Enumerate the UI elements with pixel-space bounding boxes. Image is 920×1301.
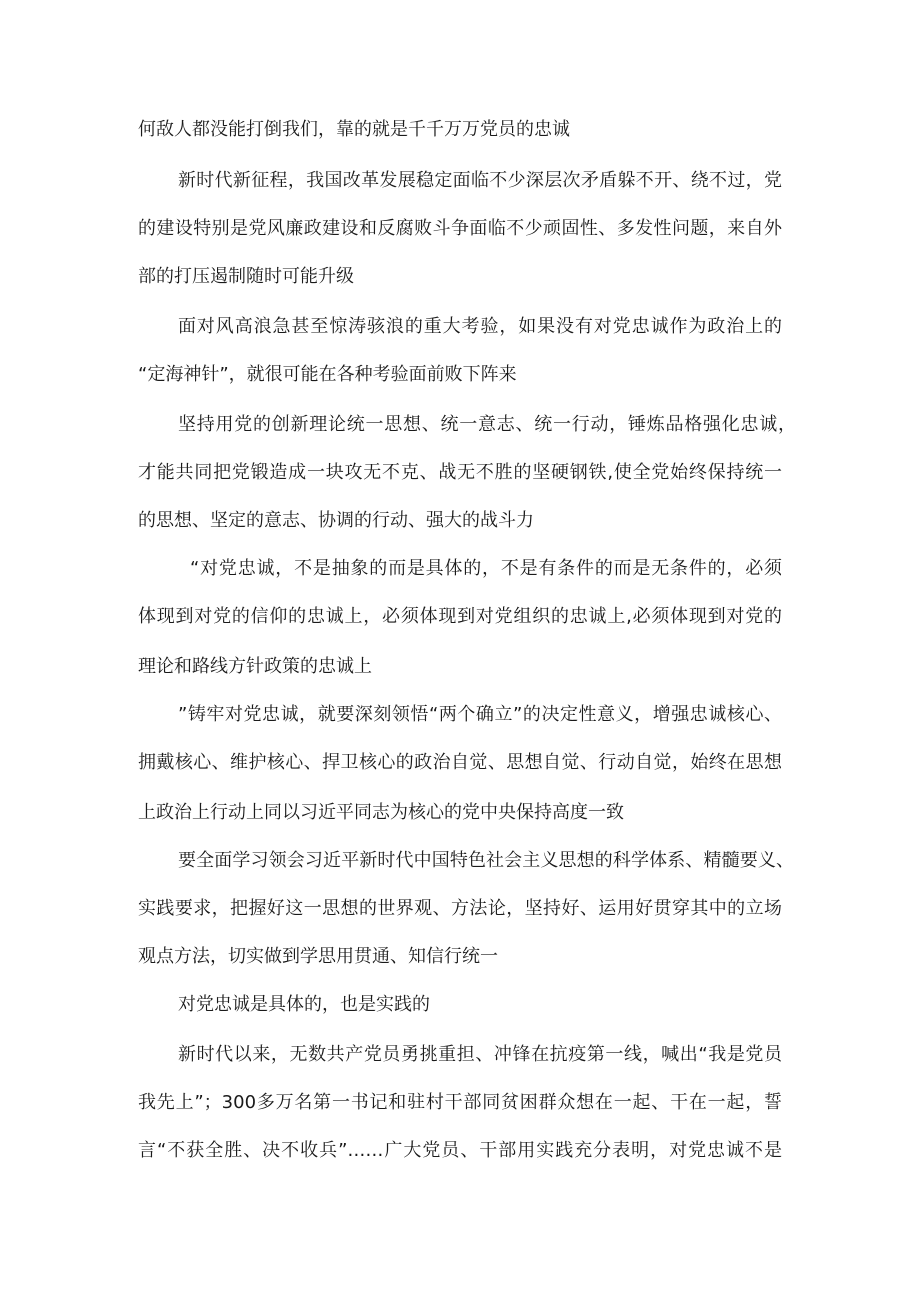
text-line: 拥戴核心、维护核心、捍卫核心的政治自觉、思想自觉、行动自觉，始终在思想 xyxy=(138,752,782,773)
text-line: 才能共同把党锻造成一块攻无不克、战无不胜的坚硬钢铁,使全党始终保持统一 xyxy=(138,462,782,483)
text-line: “对党忠诚，不是抽象的而是具体的，不是有条件的而是无条件的，必须 xyxy=(190,558,782,579)
text-line: 新时代新征程，我国改革发展稳定面临不少深层次矛盾躲不开、绕不过，党 xyxy=(178,170,782,191)
text-line: 实践要求，把握好这一思想的世界观、方法论，坚持好、运用好贯穿其中的立场 xyxy=(138,898,782,919)
text-line: 坚持用党的创新理论统一思想、统一意志、统一行动，锤炼品格强化忠诚， xyxy=(178,414,796,435)
text-line: 体现到对党的信仰的忠诚上，必须体现到对党组织的忠诚上,必须体现到对党的 xyxy=(138,606,782,627)
text-line: “定海神针”，就很可能在各种考验面前败下阵来 xyxy=(138,364,517,385)
text-line: 的思想、坚定的意志、协调的行动、强大的战斗力 xyxy=(138,510,534,531)
text-line: 理论和路线方针政策的忠诚上 xyxy=(138,656,372,677)
text-line: 部的打压遏制随时可能升级 xyxy=(138,266,354,287)
text-line: 要全面学习领会习近平新时代中国特色社会主义思想的科学体系、精髓要义、 xyxy=(178,850,794,871)
text-line: 上政治上行动上同以习近平同志为核心的党中央保持高度一致 xyxy=(138,802,624,823)
text-line: 新时代以来，无数共产党员勇挑重担、冲锋在抗疫第一线，喊出“我是党员 xyxy=(178,1044,782,1065)
text-line: 何敌人都没能打倒我们，靠的就是千千万万党员的忠诚 xyxy=(138,119,570,140)
text-line: 我先上”；300多万名第一书记和驻村干部同贫困群众想在一起、干在一起，誓 xyxy=(138,1092,782,1113)
text-line: 面对风高浪急甚至惊涛骇浪的重大考验，如果没有对党忠诚作为政治上的 xyxy=(178,316,782,337)
text-line: 的建设特别是党风廉政建设和反腐败斗争面临不少顽固性、多发性问题，来自外 xyxy=(138,218,782,239)
text-line: 言“不获全胜、决不收兵”……广大党员、干部用实践充分表明，对党忠诚不是 xyxy=(138,1140,782,1161)
text-line: 对党忠诚是具体的，也是实践的 xyxy=(178,994,430,1015)
text-line: 观点方法，切实做到学思用贯通、知信行统一 xyxy=(138,946,498,967)
text-line: ”铸牢对党忠诚，就要深刻领悟“两个确立”的决定性意义，增强忠诚核心、 xyxy=(178,704,782,725)
